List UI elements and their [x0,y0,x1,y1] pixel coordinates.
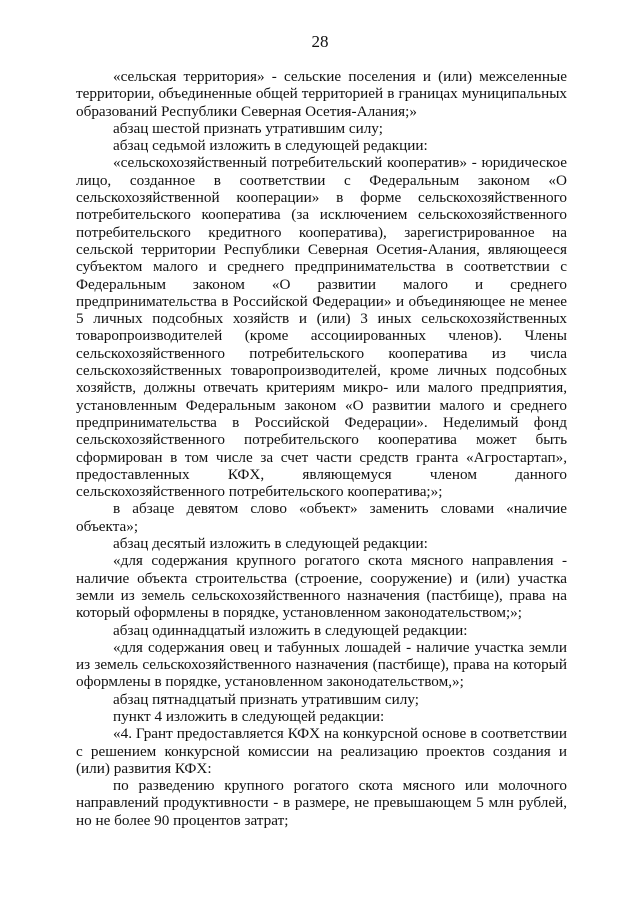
paragraph-rural-territory: «сельская территория» - сельские поселения и (или) межселенные территории, объединенные общей территорией в границах муниципальных образований Республики Северная Осетия-Алания;» [76,68,567,120]
paragraph-cooperative-definition: «сельскохозяйственный потребительский кооператив» - юридическое лицо, созданное в соответствии с Федеральным законом «О сельскохозяйственной кооперации» в форме сельскохозяйственного потребительского кооператива (за исключением сельскохозяйственного потребительского кредитного кооператива), зарегистрированное на сельской территории Республики Северная Осетия-Алания, являющееся субъектом малого и среднего предпринимательства в соответствии с Федеральным законом «О развитии малого и среднего предпринимательства в Российской Федерации» и объединяющее не менее 5 личных подсобных хозяйств и (или) 3 иных сельскохозяйственных товаропроизводителей (кроме ассоциированных членов). Члены сельскохозяйственного потребительского кооператива из числа сельскохозяйственных товаропроизводителей, кроме личных подсобных хозяйств, должны отвечать критериям микро- или малого предприятия, установленным Федеральным законом «О развитии малого и среднего предпринимательства в Российской Федерации». Неделимый фонд сельскохозяйственного потребительского кооператива может быть сформирован в том числе за счет части средств гранта «Агростартап», предоставленных КФХ, являющемуся членом данного сельскохозяйственного потребительского кооператива;»; [76,154,567,501]
paragraph-point4-edit: пункт 4 изложить в следующей редакции: [113,707,385,725]
paragraph-sixth-invalid: абзац шестой признать утратившим силу; [113,119,383,137]
page-number: 28 [311,32,329,51]
document-body [76,68,567,829]
paragraph-cattle-grant: по разведению крупного рогатого скота мясного или молочного направлений продуктивности - в размере, не превышающем 5 млн рублей, но не более 90 процентов затрат; [76,777,567,829]
paragraph-grant-basis: «4. Грант предоставляется КФХ на конкурсной основе в соответствии с решением конкурсной комиссии на реализацию проектов создания и (или) развития КФХ: [76,725,567,777]
paragraph-eleventh-edit: абзац одиннадцатый изложить в следующей редакции: [113,621,468,639]
paragraph-sheep-horses: «для содержания овец и табунных лошадей - наличие участка земли из земель сельскохозяйственного назначения (пастбище), права на который оформлены в порядке, установленном законодательством,»; [76,638,567,691]
paragraph-seventh-edit: абзац седьмой изложить в следующей редакции: [113,137,428,155]
paragraph-ninth-replace: в абзаце девятом слово «объект» заменить словами «наличие объекта»; [76,500,567,535]
paragraph-fifteenth-invalid: абзац пятнадцатый признать утратившим силу; [113,690,419,708]
paragraph-tenth-edit: абзац десятый изложить в следующей редакции: [113,535,428,553]
paragraph-cattle-content: «для содержания крупного рогатого скота мясного направления - наличие объекта строительства (строение, сооружение) и (или) участка земли из земель сельскохозяйственного назначения (пастбище), права на который оформлены в порядке, установленном законодательством;»; [76,552,567,622]
